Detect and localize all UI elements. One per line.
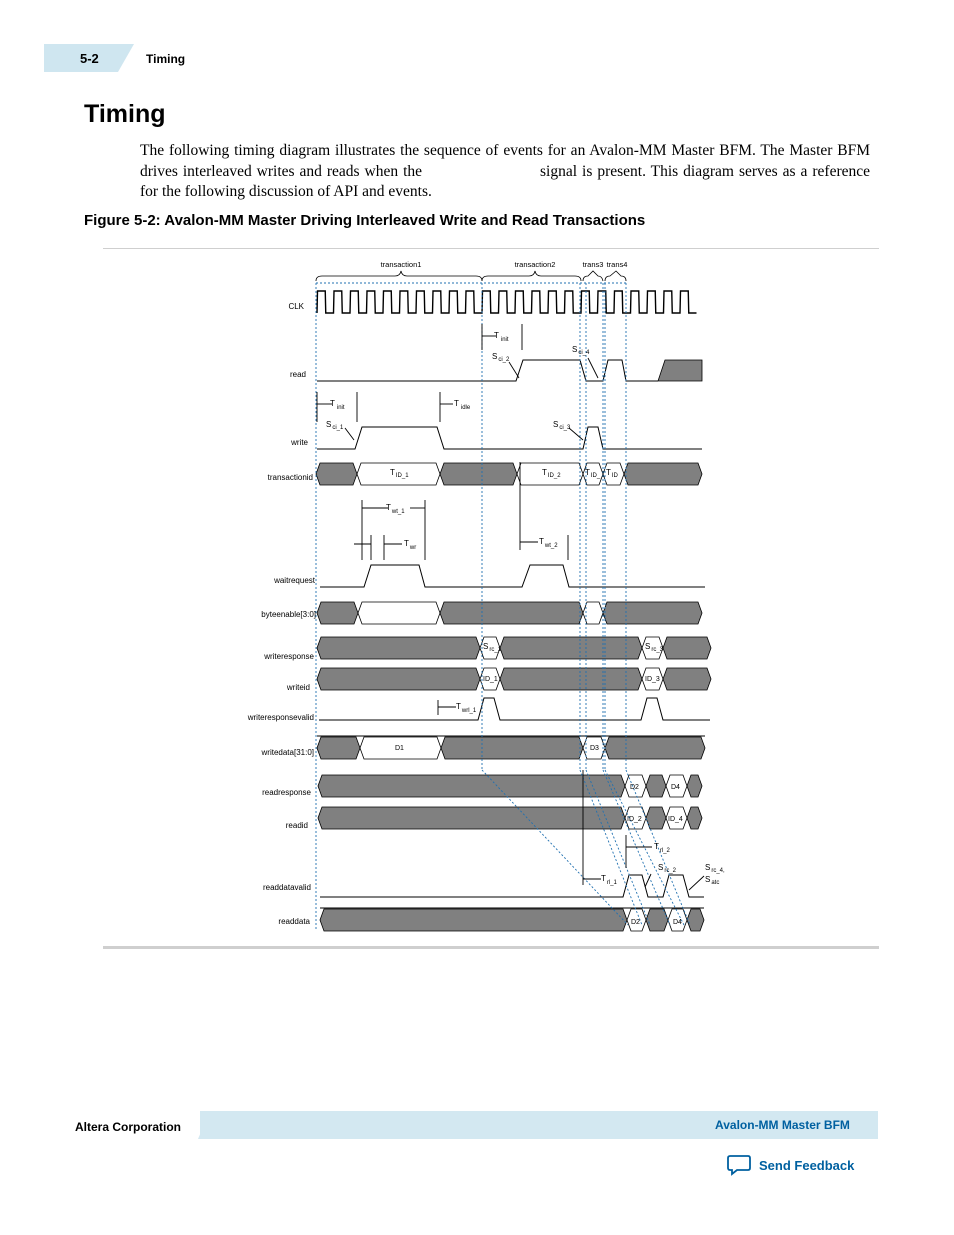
page-title: Timing [84,100,166,128]
intro-text-2: signal is present. This diagram serves as a reference for the following discussion of API and events. [140,162,871,200]
send-feedback-label: Send Feedback [759,1157,855,1173]
bus-invalid-segment [687,909,704,931]
readresponse-d2: D2 [630,784,639,791]
bus-invalid-segment [440,602,583,624]
bus-invalid-segment [441,737,583,759]
writedata-d3: D3 [590,745,599,752]
signal-label: readresponse [262,788,311,797]
intro-text-1: The following timing diagram illustrates the sequence of events for an Avalon-MM Master BFM. The Master BFM drives interleaved writes and reads when the [140,142,870,180]
read-waveform-fill [658,360,702,381]
intro-paragraph [140,141,870,203]
bus-invalid-segment [663,637,711,659]
waitrequest-waveform [320,565,705,587]
signal-label: writeresponsevalid [247,713,314,722]
read-waveform [317,360,658,381]
signal-label: writeresponse [264,652,314,661]
bus-invalid-segment [687,775,702,797]
readresponse-d4: D4 [671,784,680,791]
readdatavalid-waveform [320,875,704,897]
transaction-label: transaction1 [380,260,422,269]
t-rl1-label: $T_{rl\_1}$ [601,874,617,886]
footer-document-link[interactable]: Avalon-MM Master BFM [715,1118,850,1132]
writeid-id3: ID_3 [645,676,660,683]
figure-top-rule [103,248,879,249]
transaction-label: trans3 [582,260,604,269]
signal-label: readdatavalid [262,883,311,892]
readdata-d2: D2 [631,919,640,926]
bus-invalid-segment [646,909,668,931]
bus-invalid-segment [317,737,360,759]
feedback-icon [727,1154,751,1176]
t-id3-label: $T_{ID\_}$ [585,468,601,479]
t-init-label: T $_{init}$ [330,399,345,411]
t-wt2-label: $T_{wt\_2}$ [539,537,558,549]
readid-id2: ID_2 [627,816,642,823]
s-rc2-label: $S_{rc\_2}$ [658,863,677,874]
s-ci1-label: $S_{ci\_1}$ [326,420,344,431]
s-rc1-label: $S_{rc\_1}$ [483,642,502,653]
writeid-id1: ID_1 [483,676,498,683]
page-number: 5-2 [80,51,99,66]
writedata-d1: D1 [395,745,404,752]
header-tab-edge [118,44,134,72]
bus-invalid-segment [320,909,627,931]
footer-company: Altera Corporation [75,1120,182,1134]
bus-value-segment [358,602,440,624]
bus-invalid-segment [500,668,642,690]
bus-invalid-segment [687,807,702,829]
signal-label: readdata [278,917,310,926]
bus-invalid-segment [663,668,711,690]
bus-invalid-segment [603,602,702,624]
writeresponsevalid-waveform [319,698,710,720]
timing-diagram [103,250,879,944]
bus-invalid-segment [317,602,358,624]
s-ci2-label: $S_{ci\_2}$ [492,352,510,363]
clk-waveform [317,291,697,313]
write-waveform [317,427,702,449]
signal-label: waitrequest [274,576,315,585]
signal-label: byteenable[3:0] [261,610,316,619]
bus-invalid-segment [317,637,480,659]
bus-invalid-segment [440,463,517,485]
bus-invalid-segment [316,463,357,485]
t-init2-label: T $_{init}$ [494,331,509,343]
t-wrl-label: $T_{wrl\_1}$ [456,702,477,714]
t-id1-label: $T_{ID\_1}$ [390,468,409,479]
t-rl2-label: $T_{rl\_2}$ [654,842,670,854]
bus-invalid-segment [318,775,625,797]
t-wt1-label: $T_{wt\_1}$ [386,503,405,515]
signal-label: read [289,370,306,379]
t-id4-label: $T_{ID}$ [606,468,618,479]
t-wr-label: $T_{wr}$ [404,539,417,551]
bus-invalid-segment [317,668,480,690]
figure-caption: Figure 5-2: Avalon-MM Master Driving Interleaved Write and Read Transactions [84,212,646,229]
transaction-label: trans4 [606,260,628,269]
t-id2-label: $T_{ID\_2}$ [542,468,561,479]
bus-invalid-segment [318,807,625,829]
signal-label: write [291,438,308,447]
bus-invalid-segment [624,463,702,485]
s-ci4-label: $S_{ci\_4}$ [572,345,590,356]
readdata-d4: D4 [673,919,682,926]
figure-bottom-rule [103,946,879,949]
header-section: Timing [146,52,186,66]
transaction-braces [316,271,626,281]
s-rc3-label: $S_{rc\_3}$ [645,642,664,653]
signal-label: transactionid [267,473,313,482]
transaction-label: transaction2 [514,260,556,269]
signal-label: CLK [288,302,304,311]
signal-label: writeid [286,683,310,692]
bus-invalid-segment [646,775,666,797]
s-atc-label: $S_{atc}$ [705,875,720,886]
s-ci3-label: $S_{ci\_3}$ [553,420,571,431]
readid-id4: ID_4 [668,816,683,823]
bus-invalid-segment [500,637,642,659]
send-feedback-button[interactable] [727,1154,854,1176]
signal-label: readid [285,821,308,830]
s-rc4-label: $S_{rc\_4,}$ [705,863,725,874]
bus-invalid-segment [605,737,705,759]
t-idle-label: T $_{idle}$ [454,399,471,411]
signal-label: writedata[31:0] [261,748,314,757]
bus-waveforms [316,463,711,931]
